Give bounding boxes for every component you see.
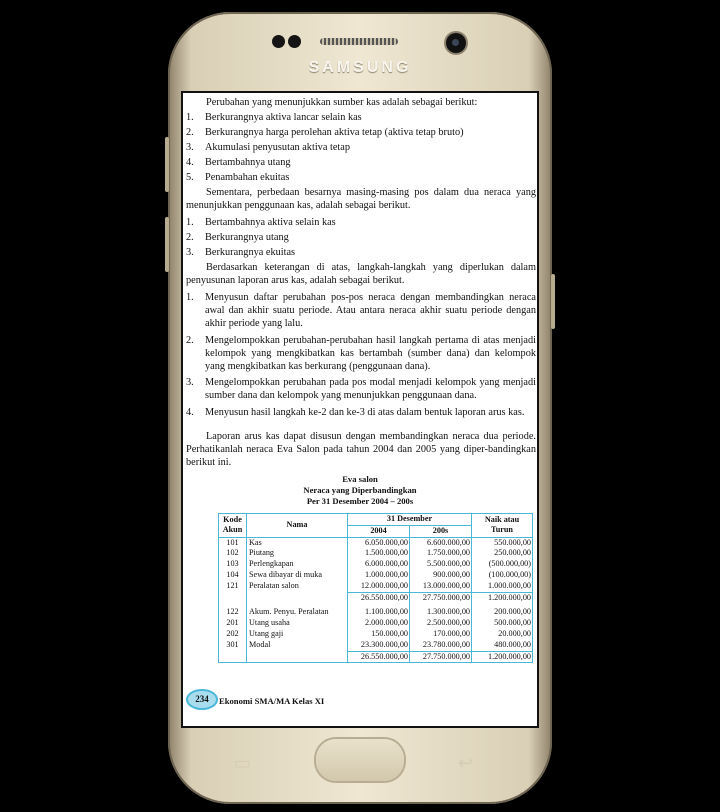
table-cell: 26.550.000,00 (348, 592, 410, 603)
table-cell (219, 592, 247, 603)
table-cell: 121 (219, 581, 247, 592)
table-cell: 1.200.000,00 (472, 592, 533, 603)
header-2005: 200s (410, 525, 472, 537)
table-cell: 1.000.000,00 (348, 570, 410, 581)
source-item (186, 141, 536, 154)
use-item (186, 231, 536, 244)
list-text: Mengelompokkan perubahan pada pos modal menjadi kelompok yang menjadi sumber dana dan kelompok yang menunjukkan penggunaan dana. (205, 377, 536, 401)
step-item (186, 291, 536, 330)
table-cell: 122 (219, 607, 247, 618)
table-row (219, 537, 533, 548)
table-cell: Utang usaha (247, 618, 348, 629)
table-cell: 301 (219, 640, 247, 651)
table-cell: Kas (247, 537, 348, 548)
list-number: 4. (186, 157, 194, 168)
step-item (186, 334, 536, 373)
list-text: Akumulasi penyusutan aktiva tetap (205, 142, 350, 153)
list-number: 2. (186, 127, 194, 138)
table-row (219, 559, 533, 570)
table-cell: 1.200.000,00 (472, 651, 533, 663)
table-cell: 27.750.000,00 (410, 651, 472, 663)
table-cell: 1.000.000,00 (472, 581, 533, 592)
table-cell: 1.750.000,00 (410, 548, 472, 559)
table-cell: 200.000,00 (472, 607, 533, 618)
table-cell: 2.000.000,00 (348, 618, 410, 629)
list-number: 4. (186, 407, 194, 418)
table-row (219, 607, 533, 618)
recent-apps-icon[interactable]: ▭ (234, 753, 252, 774)
table-cell: 101 (219, 537, 247, 548)
table-cell: 13.000.000,00 (410, 581, 472, 592)
header-2004: 2004 (348, 525, 410, 537)
source-item (186, 156, 536, 169)
table-cell: 202 (219, 629, 247, 640)
sensor-icon (272, 35, 302, 49)
list-text: Bertambahnya aktiva selain kas (205, 217, 336, 228)
table-cell: 102 (219, 548, 247, 559)
table-cell: 23.300.000,00 (348, 640, 410, 651)
list-text: Berkurangnya aktiva lancar selain kas (205, 112, 362, 123)
table-cell: 250.000,00 (472, 548, 533, 559)
list-number: 1. (186, 292, 194, 303)
table-cell: Perlengkapan (247, 559, 348, 570)
table-cell: 2.500.000,00 (410, 618, 472, 629)
list-number: 2. (186, 232, 194, 243)
brand-logo: SAMSUNG (308, 59, 412, 76)
table-row (219, 548, 533, 559)
list-text: Berkurangnya ekuitas (205, 247, 296, 258)
list-text: Mengelompokkan perubahan-perubahan hasil langkah pertama di atas menjadi kelompok yang mengkibatkan kas bertambah (sumber dana) dan kelompok yang mengkibatkan kas berkurang (penggunaan dana). (205, 335, 536, 372)
volume-button[interactable] (165, 137, 169, 192)
total-row (219, 651, 533, 663)
table-cell: 201 (219, 618, 247, 629)
table-cell: Modal (247, 640, 348, 651)
table-subtitle: Neraca yang Diperbandingkan (303, 485, 417, 495)
list-number: 5. (186, 172, 194, 183)
table-cell: Sewa dibayar di muka (247, 570, 348, 581)
list-number: 2. (186, 335, 194, 346)
header-naik-turun: Naik atau Turun (472, 514, 533, 538)
table-cell: 6.000.000,00 (348, 559, 410, 570)
book-title-footer: Ekonomi SMA/MA Kelas XI (219, 696, 325, 706)
list-text: Berkurangnya harga perolehan aktiva tetap (aktiva tetap bruto) (205, 127, 464, 138)
earpiece-speaker (320, 38, 398, 45)
table-cell: Utang gaji (247, 629, 348, 640)
list-text: Menyusun daftar perubahan pos-pos neraca dengan membandingkan neraca awal dan akhir suatu periode. Atau antara neraca akhir suatu periode dengan akhir periode yang lalu. (205, 292, 536, 329)
step-item (186, 406, 536, 419)
list-text: Penambahan ekuitas (205, 172, 290, 183)
table-row (219, 640, 533, 651)
source-item (186, 126, 536, 139)
table-cell (219, 651, 247, 663)
table-cell: 27.750.000,00 (410, 592, 472, 603)
table-cell: 26.550.000,00 (348, 651, 410, 663)
intro-text: Perubahan yang menunjukkan sumber kas adalah sebagai berikut: (206, 97, 478, 108)
bixby-button[interactable] (165, 217, 169, 272)
power-button[interactable] (551, 274, 555, 329)
table-cell: 500.000,00 (472, 618, 533, 629)
table-cell: (500.000,00) (472, 559, 533, 570)
table-cell: Piutang (247, 548, 348, 559)
book-page (183, 93, 537, 726)
table-cell: 104 (219, 570, 247, 581)
list-text: Berkurangnya utang (205, 232, 289, 243)
table-row (219, 618, 533, 629)
front-camera-icon (446, 33, 466, 53)
list-number: 3. (186, 377, 194, 388)
list-number: 3. (186, 142, 194, 153)
back-icon[interactable]: ↩ (458, 753, 474, 774)
list-text: Menyusun hasil langkah ke-2 dan ke-3 di atas dalam bentuk laporan arus kas. (205, 407, 525, 418)
screen (181, 91, 539, 728)
table-row (219, 629, 533, 640)
table-cell: 900.000,00 (410, 570, 472, 581)
home-button[interactable] (316, 739, 404, 781)
list-number: 3. (186, 247, 194, 258)
balance-sheet-table (218, 513, 533, 663)
table-cell (247, 592, 348, 603)
phone-frame (168, 12, 552, 804)
table-cell: (100.000,00) (472, 570, 533, 581)
table-cell: 23.780.000,00 (410, 640, 472, 651)
table-cell (247, 651, 348, 663)
source-item (186, 111, 536, 124)
table-cell: Akum. Penyu. Peralatan (247, 607, 348, 618)
list-number: 1. (186, 217, 194, 228)
table-row (219, 581, 533, 592)
table-row (219, 570, 533, 581)
table-cell: 103 (219, 559, 247, 570)
use-item (186, 216, 536, 229)
step-item (186, 376, 536, 402)
paragraph-steps: Berdasarkan keterangan di atas, langkah-langkah yang diperlukan dalam penyusunan laporan arus kas, adalah sebagai berikut. (186, 262, 536, 286)
use-item (186, 246, 536, 259)
paragraph-uses: Sementara, perbedaan besarnya masing-masing pos dalam dua neraca yang menunjukkan penggunaan kas, adalah sebagai berikut. (186, 187, 536, 211)
table-cell: 150.000,00 (348, 629, 410, 640)
header-nama: Nama (247, 514, 348, 538)
table-cell: 170.000,00 (410, 629, 472, 640)
table-cell: Peralatan salon (247, 581, 348, 592)
header-31-desember: 31 Desember (348, 514, 472, 526)
table-cell: 12.000.000,00 (348, 581, 410, 592)
header-kode: Kode Akun (219, 514, 247, 538)
table-cell: 20.000,00 (472, 629, 533, 640)
table-cell: 1.300.000,00 (410, 607, 472, 618)
table-cell: 550.000,00 (472, 537, 533, 548)
list-text: Bertambahnya utang (205, 157, 291, 168)
table-cell: 6.050.000,00 (348, 537, 410, 548)
paragraph-comparison: Laporan arus kas dapat disusun dengan membandingkan neraca dua periode. Perhatikanlah neraca Eva Salon pada tahun 2004 dan 2005 yang diper-bandingkan berikut ini. (186, 431, 536, 468)
list-number: 1. (186, 112, 194, 123)
page-number-badge: 234 (186, 689, 218, 710)
table-cell: 5.500.000,00 (410, 559, 472, 570)
table-cell: 6.600.000,00 (410, 537, 472, 548)
total-row (219, 592, 533, 603)
table-title: Eva salon (342, 474, 378, 484)
table-cell: 1.500.000,00 (348, 548, 410, 559)
table-cell: 480.000,00 (472, 640, 533, 651)
table-cell: 1.100.000,00 (348, 607, 410, 618)
source-item (186, 171, 536, 184)
table-period: Per 31 Desember 2004 – 200s (306, 496, 414, 506)
